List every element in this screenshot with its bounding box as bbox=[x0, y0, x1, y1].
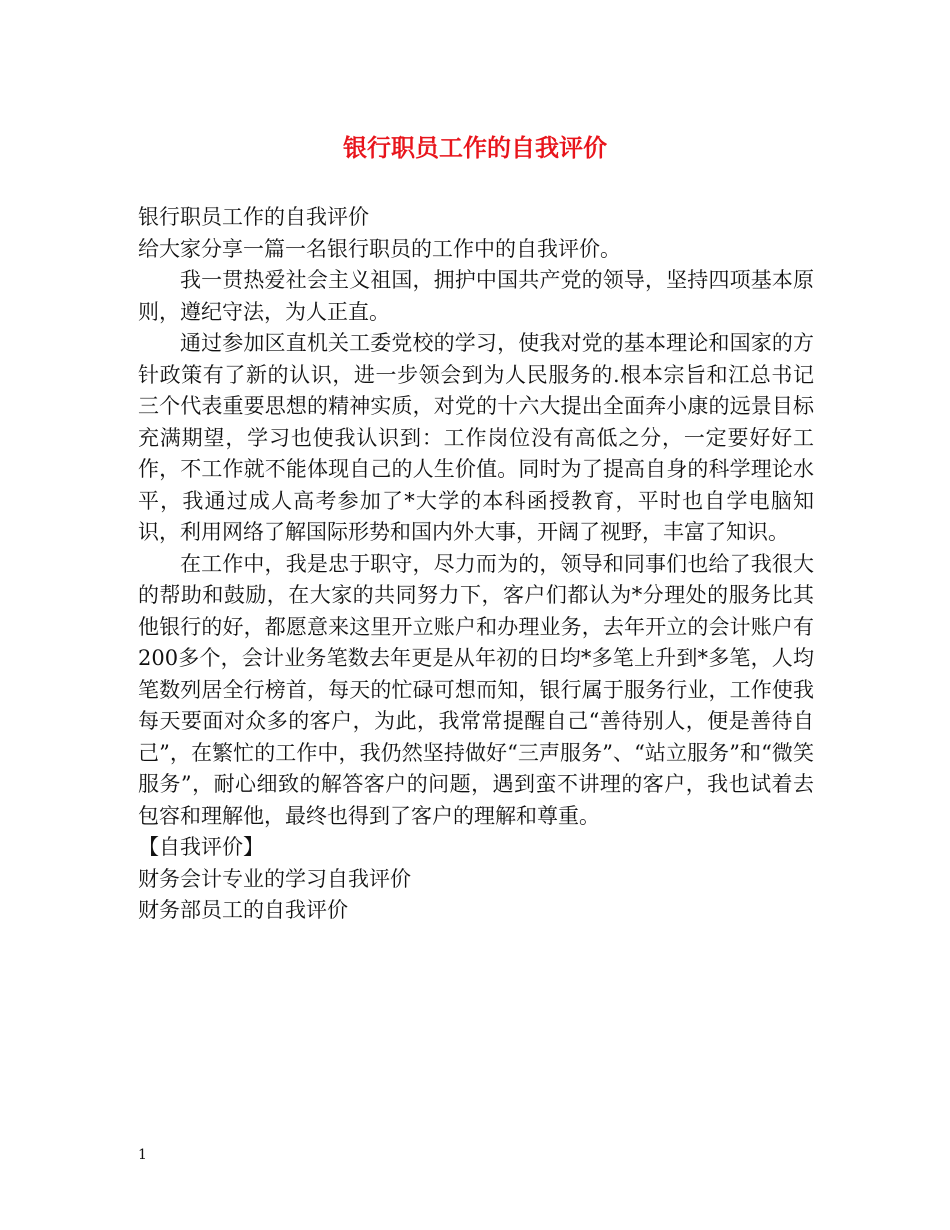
paragraph-1: 我一贯热爱社会主义祖国，拥护中国共产党的领导，坚持四项基本原则，遵纪守法，为人正直。 bbox=[138, 268, 814, 324]
document-body bbox=[138, 202, 814, 927]
paragraph-2: 通过参加区直机关工委党校的学习，使我对党的基本理论和国家的方针政策有了新的认识，进一步领会到为人民服务的.根本宗旨和江总书记三个代表重要思想的精神实质，对党的十六大提出全面奔小康的远景目标充满期望，学习也使我认识到：工作岗位没有高低之分，一定要好好工作，不工作就不能体现自己的人生价值。同时为了提高自身的科学理论水平，我通过成人高考参加了*大学的本科函授教育，平时也自学电脑知识，利用网络了解国际形势和国内外大事，开阔了视野，丰富了知识。 bbox=[138, 331, 814, 544]
related-link-1: 财务会计专业的学习自我评价 bbox=[138, 866, 411, 891]
page-number: 1 bbox=[138, 1147, 147, 1163]
section-heading: 【自我评价】 bbox=[138, 835, 264, 859]
subtitle-line: 银行职员工作的自我评价 bbox=[138, 205, 369, 229]
intro-line: 给大家分享一篇一名银行职员的工作中的自我评价。 bbox=[138, 236, 621, 261]
related-link-2: 财务部员工的自我评价 bbox=[138, 898, 348, 922]
paragraph-3: 在工作中，我是忠于职守，尽力而为的，领导和同事们也给了我很大的帮助和鼓励，在大家的共同努力下，客户们都认为*分理处的服务比其他银行的好，都愿意来这里开立账户和办理业务，去年开立的会计账户有200多个，会计业务笔数去年更是从年初的日均*多笔上升到*多笔，人均笔数列居全行榜首，每天的忙碌可想而知，银行属于服务行业，工作使我每天要面对众多的客户，为此，我常常提醒自己“善待别人，便是善待自己”，在繁忙的工作中，我仍然坚持做好“三声服务”、“站立服务”和“微笑服务”，耐心细致的解答客户的问题，遇到蛮不讲理的客户，我也试着去包容和理解他，最终也得到了客户的理解和尊重。 bbox=[138, 551, 814, 828]
document-title: 银行职员工作的自我评价 bbox=[343, 133, 607, 162]
